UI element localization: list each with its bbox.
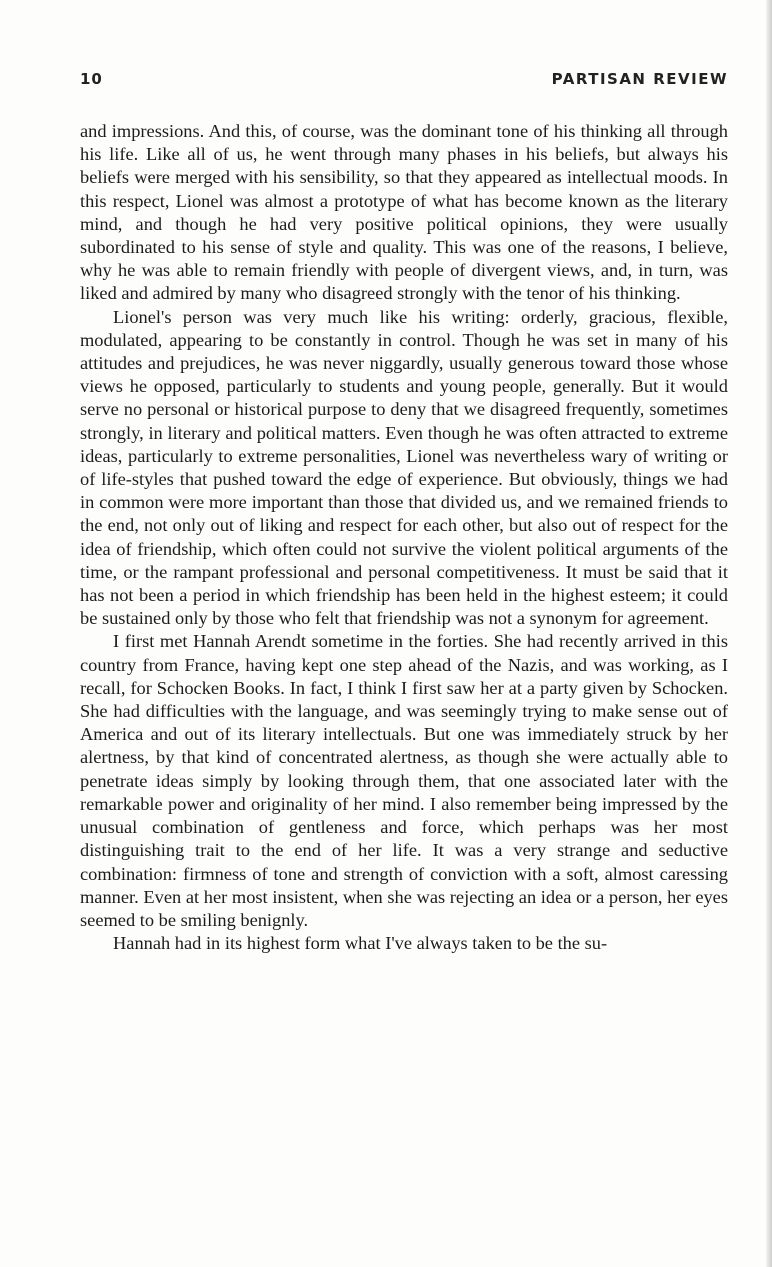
paragraph-lionel-person: Lionel's person was very much like his writing: orderly, gracious, flexible, modulated, appearing to be constantly in control. Though he was set in many of his attitudes and prejudices, he was never niggardly, usually generous toward those whose views he opposed, particularly to students and young people, generally. But it would serve no personal or historical purpose to deny that we disagreed frequently, sometimes strongly, in literary and political matters. Even though he was often attracted to extreme ideas, particularly to extreme personalities, Lionel was nevertheless wary of writing or of life-styles that pushed toward the edge of experience. But obviously, things we had in common were more important than those that divided us, and we remained friends to the end, not only out of liking and respect for each other, but also out of respect for the idea of friendship, which often could not survive the violent political arguments of the time, or the rampant professional and personal competitiveness. It must be said that it has not been a period in which friendship has been held in the highest esteem; it could be sustained only by those who felt that friendship was not a synonym for agreement. — [80, 306, 728, 629]
paragraph-hannah-highest-form: Hannah had in its highest form what I've always taken to be the su- — [113, 933, 608, 954]
running-title: PARTISAN REVIEW — [551, 70, 728, 88]
page-header — [80, 70, 728, 94]
paragraph-hannah-arendt: I first met Hannah Arendt sometime in the forties. She had recently arrived in this country from France, having kept one step ahead of the Nazis, and was working, as I recall, for Schocken Books. In fact, I think I first saw her at a party given by Schocken. She had difficulties with the language, and was seemingly trying to make sense out of America and out of its literary intellectuals. But one was immediately struck by her alertness, by that kind of concentrated alertness, as though she were actually able to penetrate ideas simply by looking through them, that one associated later with the remarkable power and originality of her mind. I also remember being impressed by the unusual combination of gentleness and force, which perhaps was her most distinguishing trait to the end of her life. It was a very strange and seductive combination: firmness of tone and strength of conviction with a soft, almost caressing manner. Even at her most insistent, when she was rejecting an idea or a person, her eyes seemed to be smiling benignly. — [80, 631, 728, 930]
page-number: 10 — [80, 70, 103, 88]
body-text — [80, 120, 728, 955]
page-edge-shadow — [766, 0, 772, 1267]
paragraph-continuation: and impressions. And this, of course, was the dominant tone of his thinking all through his life. Like all of us, he went through many phases in his beliefs, but always his beliefs were merged with his sensibility, so that they appeared as intellectual moods. In this respect, Lionel was almost a prototype of what has become known as the literary mind, and though he had very positive political opinions, they were usually subordinated to his sense of style and quality. This was one of the reasons, I believe, why he was able to remain friendly with people of divergent views, and, in turn, was liked and admired by many who disagreed strongly with the tenor of his thinking. — [80, 121, 728, 304]
